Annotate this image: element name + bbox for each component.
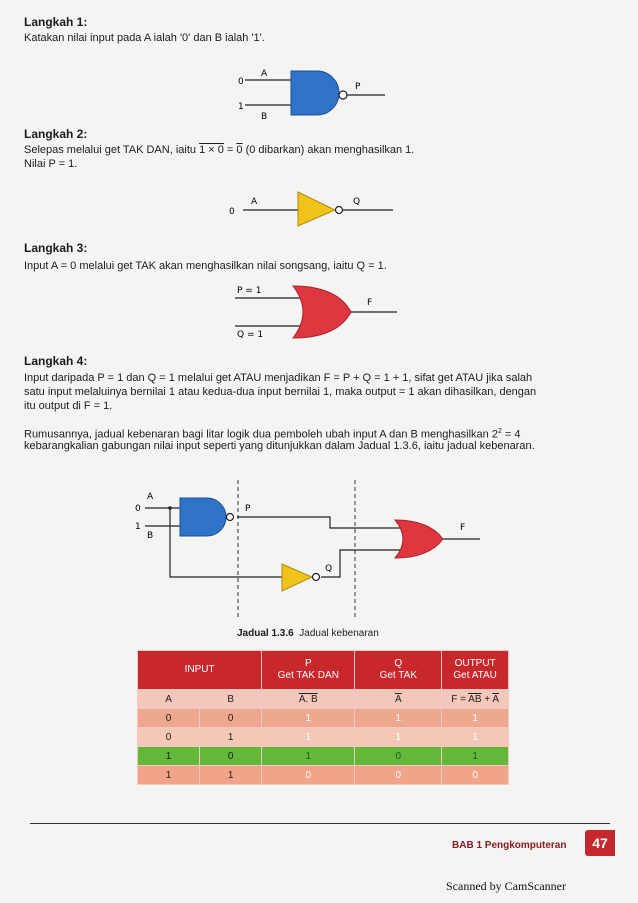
cell-b: 0: [200, 747, 262, 766]
step2-text-line2: Nilai P = 1.: [24, 158, 78, 170]
combined-circuit-diagram: [125, 480, 485, 620]
formula-pre: Rumusannya, jadual kebenaran bagi litar logik dua pemboleh ubah input A dan B menghasilkan 2: [24, 428, 498, 441]
cell-a: 0: [138, 709, 200, 728]
step2-text-pre: Selepas melalui get TAK DAN, iaitu: [24, 144, 200, 156]
not-gate-shape: [298, 192, 335, 226]
d4-label-p: P: [245, 504, 251, 514]
table-row: [138, 766, 509, 785]
d1-input-a-value: 0: [238, 77, 244, 87]
cell-b: 0: [200, 709, 262, 728]
cell-b: 1: [200, 766, 262, 785]
cell-p: 1: [262, 709, 355, 728]
table-row: [138, 728, 509, 747]
table-row: [138, 709, 509, 728]
expr-q: $\overline{A}$: [355, 690, 442, 709]
step4-text-line2: satu input melaluinya bernilai 1 atau kedua-dua input bernilai 1, maka output = 1 akan dihasilkan, dengan: [24, 386, 537, 398]
nand-bubble: [339, 91, 347, 99]
d1-label-p: P: [355, 82, 361, 92]
expr-f-pre: F =: [451, 693, 469, 705]
step2-text-post: (0 dibarkan) akan menghasilkan 1.: [242, 144, 415, 156]
cell-q: 0: [355, 766, 442, 785]
cell-b: 1: [200, 728, 262, 747]
cell-f: 1: [442, 747, 509, 766]
expr-f-a: $\overline{A}$: [492, 693, 500, 705]
cell-a: 1: [138, 747, 200, 766]
expr-p: A. B: [262, 690, 355, 709]
cell-q: 0: [355, 747, 442, 766]
cell-a: 0: [138, 728, 200, 747]
truth-table: [137, 650, 509, 785]
header-p: [262, 651, 355, 690]
expr-f-plus: +: [481, 693, 493, 705]
footer-chapter: BAB 1 Pengkomputeran: [452, 840, 567, 851]
step2-expr-b: 0: [236, 144, 243, 156]
step2-text-line1: [24, 143, 414, 157]
cell-p: 1: [262, 728, 355, 747]
d2-label-q: Q: [353, 197, 361, 207]
step2-heading: Langkah 2:: [24, 127, 88, 141]
d4-label-q: Q: [325, 564, 333, 574]
header-output-line1: OUTPUT: [454, 658, 496, 669]
d3-label-f: F: [367, 298, 373, 308]
d4-label-f: F: [460, 523, 466, 533]
d1-input-b-value: 1: [238, 102, 244, 112]
d4-input-a-value: 0: [135, 504, 141, 514]
or-gate-shape-2: [395, 520, 443, 558]
expr-a: A: [138, 690, 200, 709]
formula-line2: kebarangkalian gabungan nilai input seperti yang ditunjukkan dalam Jadual 1.3.6, iaitu jadual kebenaran.: [24, 440, 535, 452]
expr-f: [442, 690, 509, 709]
step2-eq: =: [223, 144, 237, 156]
cell-q: 1: [355, 709, 442, 728]
table-caption-number: Jadual 1.3.6: [237, 628, 294, 639]
footer-rule: [30, 823, 610, 824]
step3-text: Input A = 0 melalui get TAK akan menghasilkan nilai songsang, iaitu Q = 1.: [24, 260, 387, 272]
step3-heading: Langkah 3:: [24, 241, 88, 255]
table-caption: [237, 628, 379, 639]
cell-p: 0: [262, 766, 355, 785]
nand-gate-shape-2: [180, 498, 226, 536]
d4-label-b: B: [147, 531, 154, 541]
d3-label-q: Q = 1: [237, 330, 264, 340]
nand-bubble-2: [227, 514, 234, 521]
header-q-line2: Get TAK: [379, 670, 417, 681]
header-output: [442, 651, 509, 690]
header-q: [355, 651, 442, 690]
cell-f: 1: [442, 709, 509, 728]
cell-f: 0: [442, 766, 509, 785]
not-gate-diagram: [225, 186, 395, 228]
not-bubble: [336, 207, 343, 214]
step4-heading: Langkah 4:: [24, 354, 88, 368]
d1-label-a: A: [261, 69, 268, 79]
not-gate-shape-2: [282, 564, 312, 591]
formula-sup: 2: [497, 428, 502, 435]
page-number-badge: 47: [585, 830, 615, 856]
expr-f-ab: $\overline{AB}$: [468, 693, 482, 705]
formula-post: = 4: [501, 428, 521, 441]
d2-label-a: A: [251, 197, 258, 207]
step1-text: Katakan nilai input pada A ialah '0' dan B ialah '1'.: [24, 32, 265, 44]
nand-gate-shape: [291, 71, 339, 115]
header-p-line1: P: [304, 658, 312, 669]
d4-label-a: A: [147, 492, 154, 502]
step1-heading: Langkah 1:: [24, 15, 88, 29]
table-caption-text: Jadual kebenaran: [299, 628, 379, 639]
d2-input-value: 0: [229, 207, 235, 217]
header-output-line2: Get ATAU: [453, 670, 497, 681]
cell-f: 1: [442, 728, 509, 747]
expr-b: B: [200, 690, 262, 709]
cell-q: 1: [355, 728, 442, 747]
or-gate-diagram: [225, 280, 400, 342]
header-p-line2: Get TAK DAN: [277, 670, 339, 681]
not-bubble-2: [313, 574, 320, 581]
cell-p: 1: [262, 747, 355, 766]
d4-input-b-value: 1: [135, 522, 141, 532]
header-input: INPUT: [138, 651, 262, 690]
d1-label-b: B: [261, 112, 268, 122]
scanner-watermark: Scanned by CamScanner: [446, 879, 566, 893]
step4-text-line3: itu output di F = 1.: [24, 400, 113, 412]
or-gate-shape: [293, 286, 351, 338]
expression-row: [138, 690, 509, 709]
step4-text-line1: Input daripada P = 1 dan Q = 1 melalui get ATAU menjadikan F = P + Q = 1 + 1, sifat get ATAU jika salah: [24, 372, 533, 384]
d3-label-p: P = 1: [237, 286, 262, 296]
nand-gate-diagram: [225, 63, 395, 128]
table-row: [138, 747, 509, 766]
header-q-line1: Q: [394, 658, 403, 669]
cell-a: 1: [138, 766, 200, 785]
step2-expr-a: 1 × 0: [199, 144, 224, 156]
